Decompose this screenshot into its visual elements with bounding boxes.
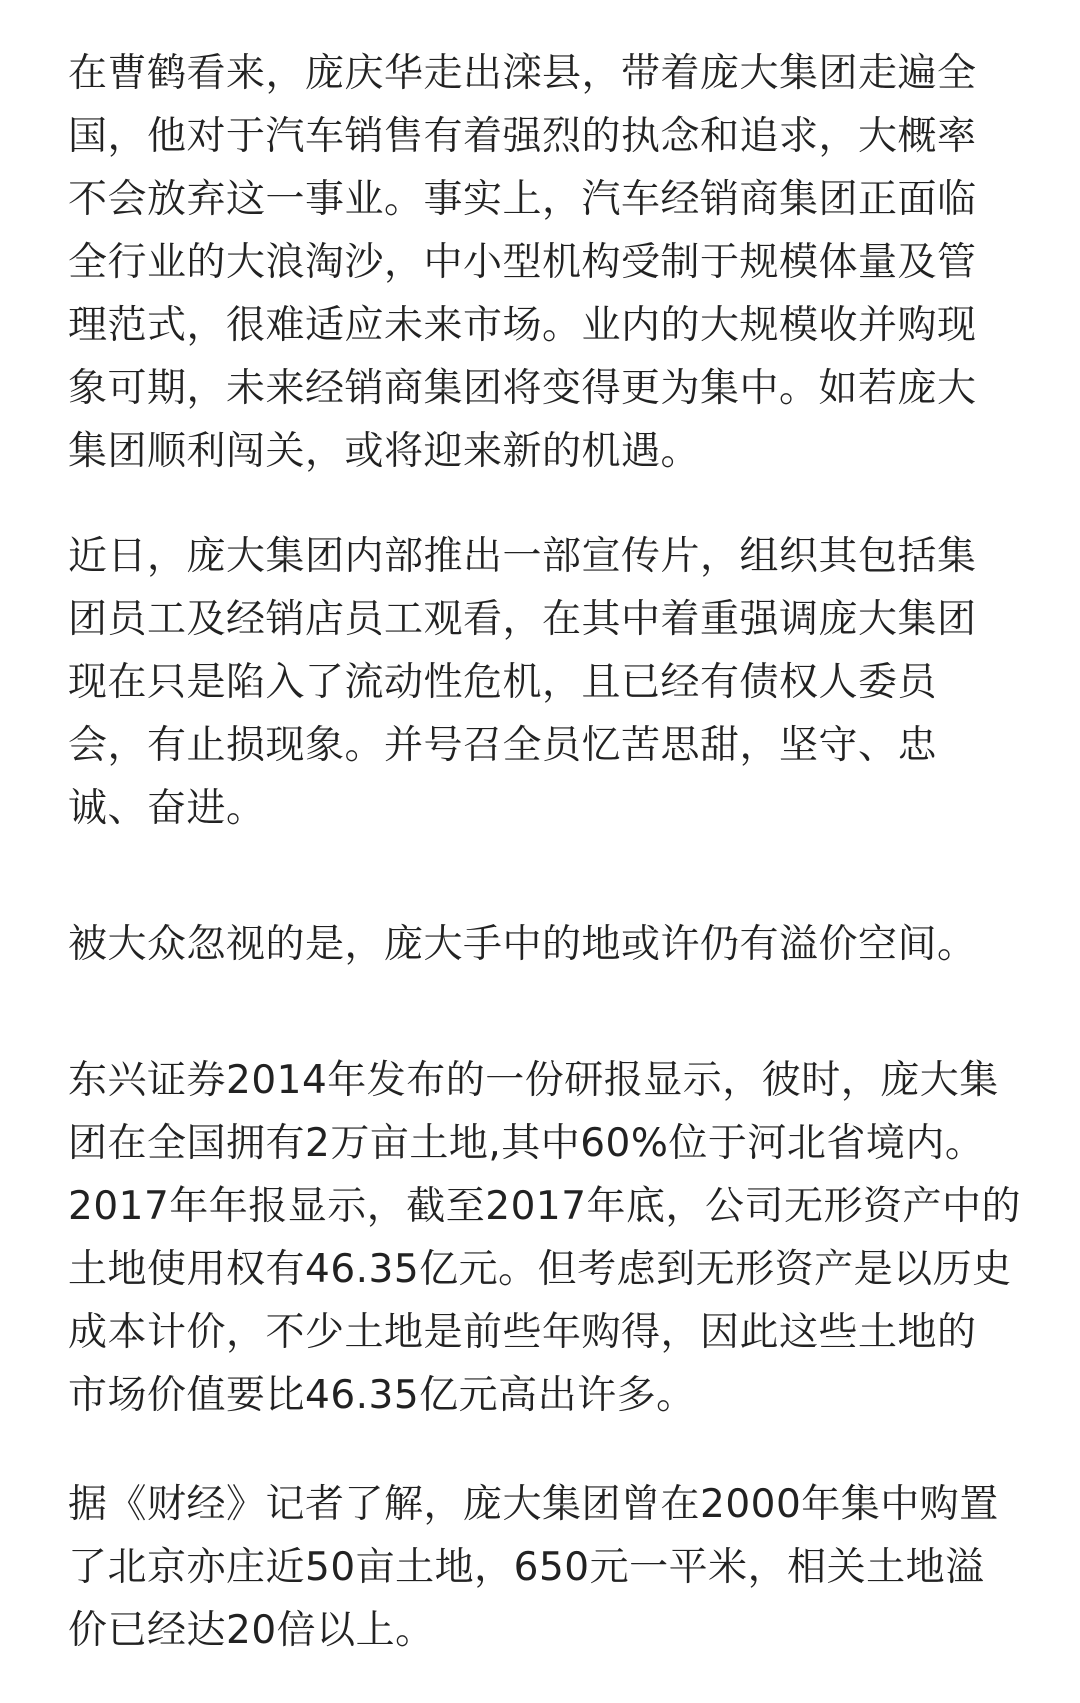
text-line: 理范式，很难适应未来市场。业内的大规模收并购现 <box>68 303 977 348</box>
text-line: 据《财经》记者了解，庞大集团曾在2000年集中购置 <box>68 1482 999 1527</box>
text-line: 集团顺利闯关，或将迎来新的机遇。 <box>68 429 701 474</box>
text-line: 东兴证券2014年发布的一份研报显示，彼时，庞大集 <box>68 1058 999 1103</box>
paragraph-4 <box>68 1049 1022 1427</box>
text-line: 现在只是陷入了流动性危机，且已经有债权人委员 <box>68 660 938 705</box>
text-line: 近日，庞大集团内部推出一部宣传片，组织其包括集 <box>68 534 977 579</box>
text-line: 土地使用权有46.35亿元。但考虑到无形资产是以历史 <box>68 1247 1012 1292</box>
paragraph-2 <box>68 525 1018 840</box>
text-line: 团在全国拥有2万亩土地,其中60%位于河北省境内。 <box>68 1121 985 1166</box>
text-line: 会，有止损现象。并号召全员忆苦思甜，坚守、忠 <box>68 723 938 768</box>
text-line: 价已经达20倍以上。 <box>68 1608 435 1653</box>
paragraph-1 <box>68 42 1018 483</box>
text-line: 不会放弃这一事业。事实上，汽车经销商集团正面临 <box>68 177 977 222</box>
text-line: 了北京亦庄近50亩土地，650元一平米，相关土地溢 <box>68 1545 985 1590</box>
text-line: 成本计价，不少土地是前些年购得，因此这些土地的 <box>68 1310 977 1355</box>
text-line: 在曹鹤看来，庞庆华走出滦县，带着庞大集团走遍全 <box>68 51 977 96</box>
text-line: 全行业的大浪淘沙，中小型机构受制于规模体量及管 <box>68 240 977 285</box>
text-line: 国，他对于汽车销售有着强烈的执念和追求，大概率 <box>68 114 977 159</box>
text-line: 象可期，未来经销商集团将变得更为集中。如若庞大 <box>68 366 977 411</box>
paragraph-3 <box>68 913 1018 976</box>
text-line: 2017年年报显示，截至2017年底，公司无形资产中的 <box>68 1184 1022 1229</box>
paragraph-5 <box>68 1473 1018 1662</box>
text-line: 团员工及经销店员工观看，在其中着重强调庞大集团 <box>68 597 977 642</box>
text-line: 被大众忽视的是，庞大手中的地或许仍有溢价空间。 <box>68 922 977 967</box>
text-line: 诚、奋进。 <box>68 786 266 831</box>
text-line: 市场价值要比46.35亿元高出许多。 <box>68 1373 696 1418</box>
